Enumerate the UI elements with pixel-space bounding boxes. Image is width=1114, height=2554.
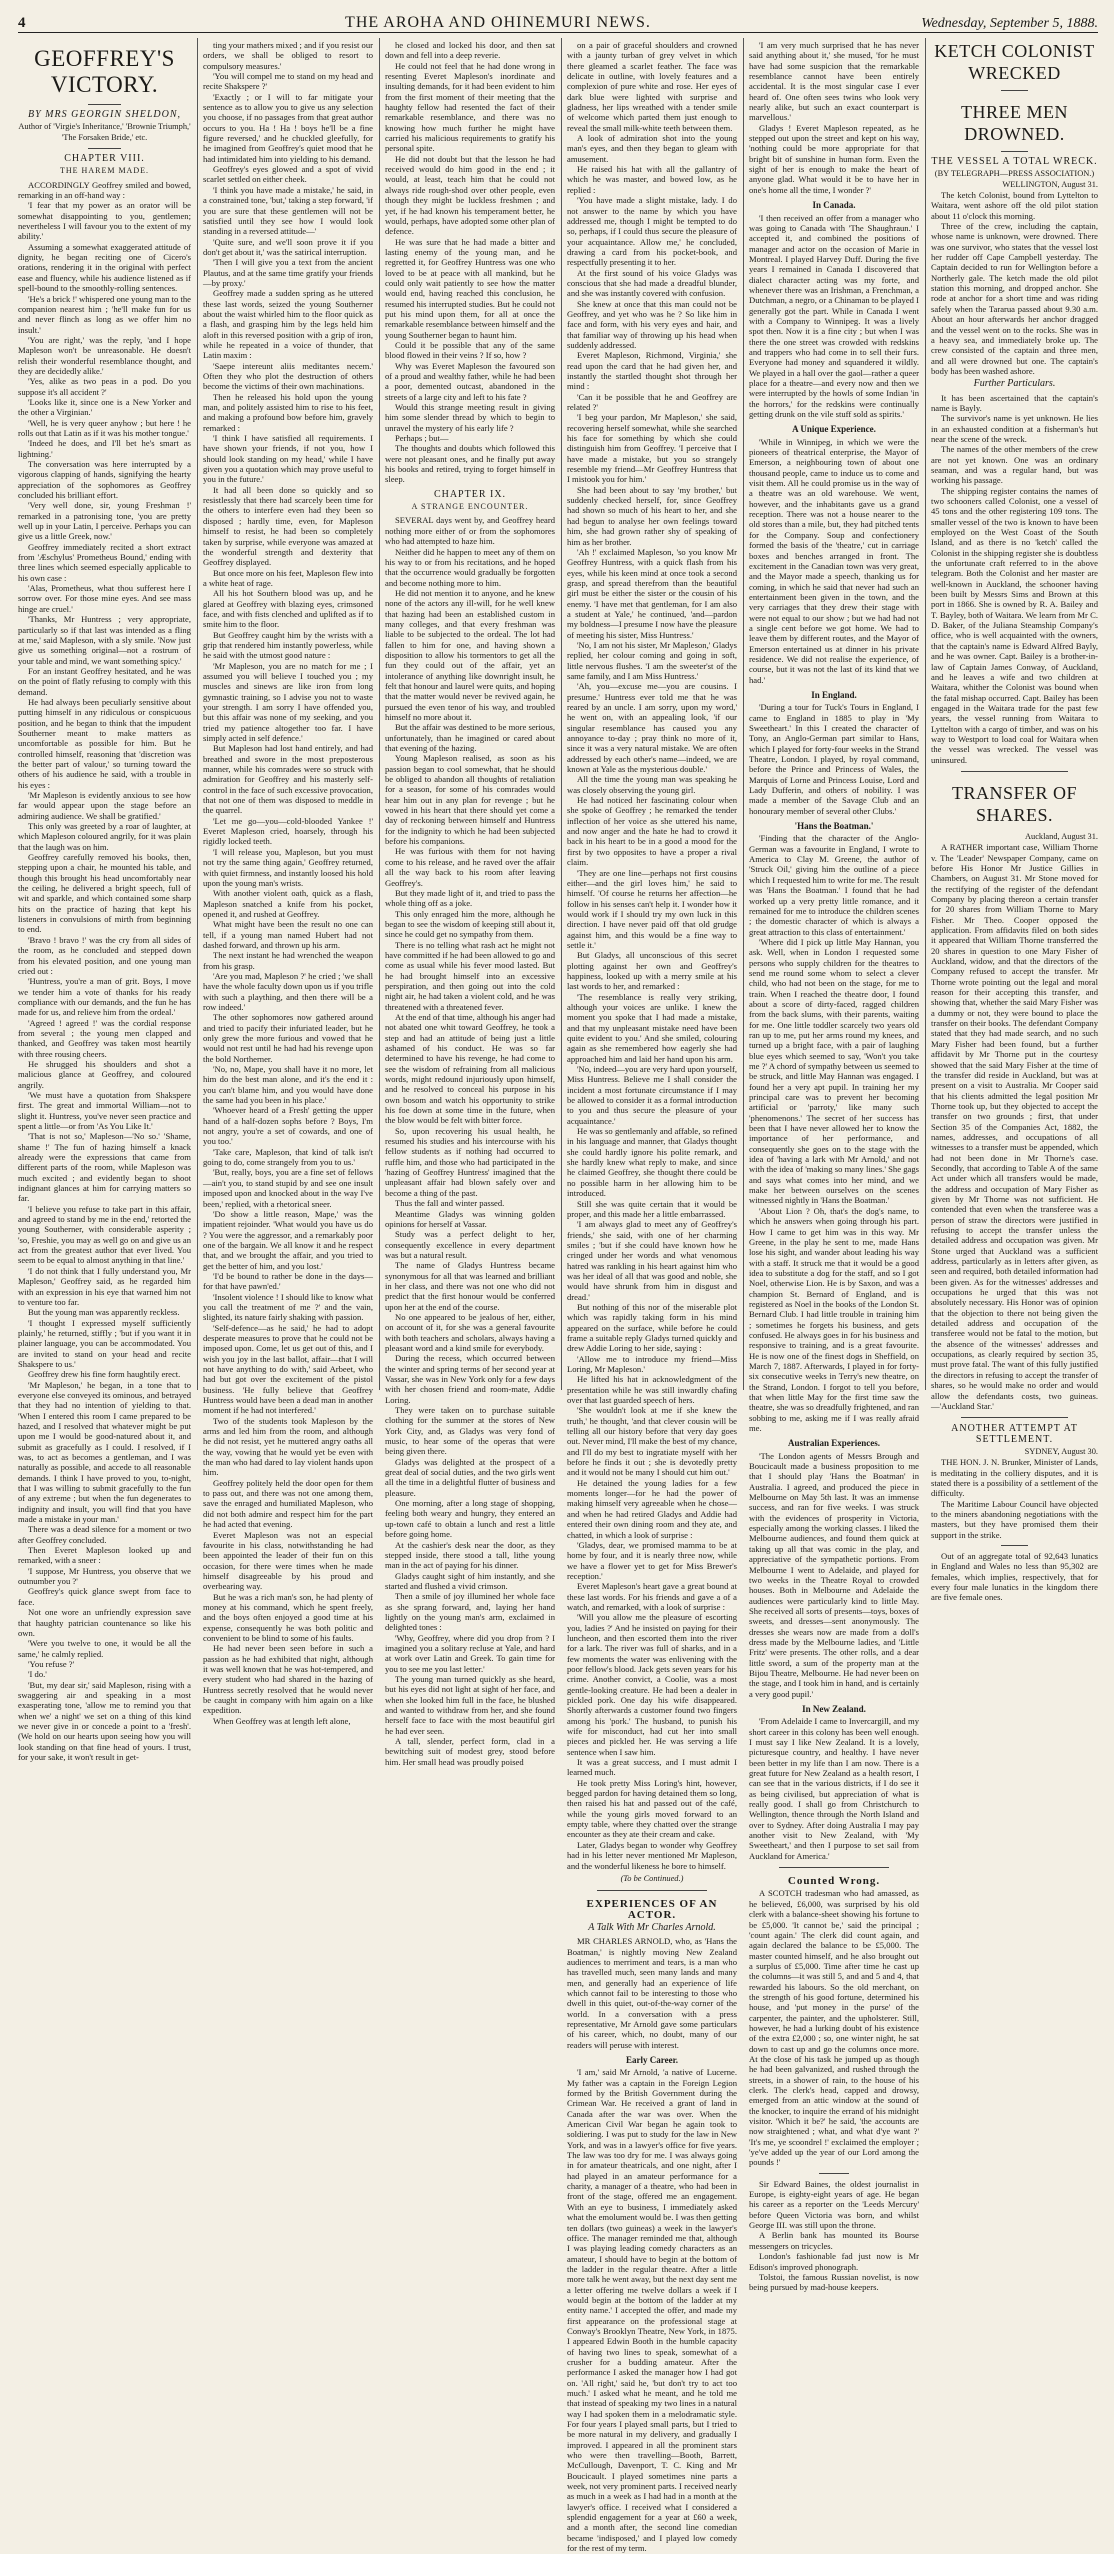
article-headline: TRANSFER OF SHARES.: [951, 782, 1078, 825]
paragraph: But the affair was destined to be more serious, unfortunately, than he imagined or cared about that evening of the hazing.: [385, 722, 555, 754]
paragraph: A tall, slender, perfect form, clad in a bewitching suit of modest grey, stood before him. Her small head was proudly poised: [385, 1736, 555, 1767]
paragraph: Then a smile of joy illumined her whole face as she sprang forward, and, laying her hand lightly on the young man's arm, exclaimed in delighted tones :: [385, 1591, 555, 1633]
paragraph: Everet Mapleson was not an especial favourite in his class, notwithstanding he had been appointed the leader of their fun on this occasion, for there were times when he made himself disagreeable by his proud and overbearing way.: [203, 1529, 373, 1592]
paragraph: MR CHARLES ARNOLD, who, as 'Hans the Boatman,' is nightly moving New Zealand audiences to merriment and tears, is a man who has travelled much, seen many lands and many men, and generally had an experience of life which cannot fail to be interesting to those who dwell in this quiet, out-of-the-way corner of the world. In a conversation with a press representative, Mr Arnold gave some particulars of his career, which, no doubt, many of our readers will peruse with interest.: [567, 1936, 737, 2050]
paragraph: 'I am always glad to meet any of Geoffrey's friends,' she said, with one of her charming smiles ; 'but if she could have known how he cringed under her words and what venomous hatred was rankling in his heart against him who was her ideal of all that was good and noble, she would have shrunk from him in disgust and dread.': [567, 1219, 737, 1302]
issue-date: Wednesday, September 5, 1888.: [921, 16, 1098, 31]
paragraph: With another violent oath, quick as a flash, Mapleson snatched a knife from his pocket, opened it, and rushed at Geoffrey.: [203, 888, 373, 919]
section-subhead: Further Particulars.: [973, 378, 1056, 390]
paragraph: 'I think you have made a mistake,' he said, in a constrained tone, 'but,' taking a step forward, 'if you are sure that these gentlemen will not be satisfied until they see how I would look standing in a reversed attitude—': [203, 184, 373, 237]
paragraph: Tolstoi, the famous Russian novelist, is now being pursued by mad-house keepers.: [749, 2271, 919, 2293]
paragraph: Meantime Gladys was winning golden opinions for herself at Vassar.: [385, 1208, 555, 1229]
paragraph: 'About Lion ? Oh, that's the dog's name, to which he answers when going through his part. How I came to get him was in this way. Mr Greene, in the play he sent to me, made Hans lose his sight, and wander about leading his way with a staff. It struck me that it would be a good idea to substitute a dog for the staff, and so I got Noel, otherwise Lion. He is by Saxon, and was a champion St. Bernard of England, and is registered as Noel in the books of the London St. Bernard Club. I had little trouble in training him ; sometimes he forgets his business, and gets confused. He always goes in for his business and responsive to training, and is a great favourite. He is now one of the finest dogs in Sheffield, on March 7, 1887. Afterwards, I played in for forty-six consecutive weeks in Terry's new theatre, on the Strand, London. I forgot to tell you before, that when little May for the first time saw the theatre, she was so dreadfully frightened, and ran sobbing to me, asking me if I was really afraid me.: [749, 1205, 919, 1434]
paragraph: 'We must have a quotation from Shakspere first. The great and immortal William—not to slight it. Huntress, you've never seen practice and spent a little—or from 'As You Like It.': [18, 1089, 191, 1131]
paragraph: 'Let me go—you—cold-blooded Yankee !' Everet Mapleson cried, hoarsely, through his rigidly locked teeth.: [203, 815, 373, 847]
paragraph: He raised his hat with all the gallantry of which he was master, and bowed low, as he replied :: [567, 164, 737, 195]
column-1: [18, 40, 191, 1762]
paragraph: 'Whoever heard of a Fresh' getting the upper hand of a half-dozen sophs before ? Boys, I'm not angry, you're a set of cowards, and one of you too.': [203, 1105, 373, 1147]
paragraph: But once more on his feet, Mapleson flew into a white heat of rage.: [203, 567, 373, 588]
paragraph: 'Looks like it, since one is a New Yorker and the other a Virginian.': [18, 396, 191, 418]
paragraph: But Mapleson had lost hand entirely, and had breathed and swore in the most preposterous manner, while his comrades were so struck with admiration for Geoffrey and his masterly self-control in the face of such excessive provocation, that not one of them was disposed to meddle in the quarrel.: [203, 743, 373, 816]
paragraph: Geoffrey carefully removed his books, then, stepping upon a chair, he mounted his table, and though this brought his head uncomfortably near the ceiling, he delivered a bright speech, full of wit and sparkle, and which contained some sharp hits on the practice of hazing that kept his listeners in convulsions of mirth from beginning to end.: [18, 852, 191, 935]
paragraph: He lifted his hat in acknowledgment of the presentation while he was still inwardly chafing over that last guarded speech of hers.: [567, 1374, 737, 1406]
paper-title: THE AROHA AND OHINEMURI NEWS.: [345, 14, 651, 31]
paragraph: 'Are you mad, Mapleson ?' he cried ; 'we shall have the whole faculty down upon us if you trifle with such a plaything, and then there will be a row indeed.': [203, 970, 373, 1012]
paragraph: ting your mathers mixed ; and if you resist our orders, we shall be obliged to resort to compulsory measures.': [203, 40, 373, 71]
article-headline: THREE MEN DROWNED.: [961, 102, 1068, 144]
paragraph: The conversation was here interrupted by a vigorous clapping of hands, signifying the hearty appreciation of the sophomores as Geoffrey concluded his brilliant effort.: [18, 459, 191, 501]
paragraph: on a pair of graceful shoulders and crowned with a jaunty turban of grey velvet in which there gleamed a scarlet feather. The face was delicate in outline, with lovely features and a complexion of pure white and rose. Her eyes of dark blue were lighted with surprise and gladness, her lips wreathed with a tender smile of welcome which parted them just enough to reveal the small milk-white teeth between them.: [567, 40, 737, 133]
paragraph: Geoffrey's eyes glowed and a spot of vivid scarlet settled on either cheek.: [203, 164, 373, 185]
paragraph: 'No, indeed—you are very hard upon yourself, Miss Huntress. Believe me I shall consider the incident a most fortunate circumstance if I may be allowed to consider it as a formal introduction to you and thus secure the pleasure of your acquaintance.': [567, 1064, 738, 1126]
column-4: [567, 40, 738, 2554]
section-subhead: Australian Experiences.: [788, 1438, 880, 1449]
column-6: [931, 40, 1098, 1603]
paragraph: 'Indeed he does, and I'll bet he's smart as lightning.': [18, 438, 191, 459]
paragraph: The ketch Colonist, bound from Lyttelton to Waitara, went ashore off the old pilot station about 11 o'clock this morning.: [931, 190, 1098, 221]
paragraph: 'Finding that the character of the Anglo-German was a favourite in England, I wrote to America to Clay M. Greene, the author of 'Struck Oil,' giving him the outline of a piece which I requested him to write for me. The result was 'Hans the Boatman.' I found that he had worked up a very pretty little romance, and it remained for me to introduce the children scenes ; the domestic character of which is always a great attraction to this class of entertainment.': [749, 833, 919, 937]
paragraph: One morning, after a long stage of shopping, feeling both weary and hungry, they entered an up-town café to obtain a lunch and rest a little before going home.: [385, 1498, 555, 1540]
paragraph: 'Very well done, sir, young Freshman !' remarked in a patronising tone, 'you are pretty well up in your Latin, I perceive. Perhaps you can give us a little Greek, now.': [18, 500, 191, 542]
paragraph: It was a great success, and I must admit I learned much.: [567, 1757, 737, 1778]
paragraph: He shrugged his shoulders and shot a malicious glance at Geoffrey, and coloured angrily.: [18, 1058, 191, 1090]
article-body: [567, 2067, 737, 2553]
article-body: [749, 833, 919, 1433]
paragraph: 'From Adelaide I came to Invercargill, and my short career in this colony has been well enough. I must say I like New Zealand. It is a lovely, picturesque country, and healthy. I have never been better in my life than I am now. There is a great future for New Zealand as a health resort, I can see that in the various districts, if I do see it as being civilised, but appreciation of what is really good. I shall go from Christchurch to Wellington, thence through the North Island and over to Sydney. After doing Australia I may pay another visit to New Zealand, with 'My Sweetheart,' and then I purpose to set sail from Auckland for America.': [749, 1716, 919, 1861]
paragraph: 'Mr Mapleson,' he began, in a tone that to everyone else conveyed its ominous, and betrayed that they had no intention of yielding to that. 'When I entered this room I came prepared to be hazed, and I resolved that whatever might be put upon me I would be good-natured about it, and submit as gracefully as I could. I resolved, if I was, to act as becomes a gentleman, and I was naturally as possible, and accede to all reasonable demands. I think I have proved to you, to-night, that I was willing to submit gracefully to the fun of any extreme ; but when the fun degenerates to indignity and insult, you will find that you have made a mistake in your man.': [18, 1379, 191, 1525]
paragraph: A Berlin bank has mounted its Bourse messengers on tricycles.: [749, 2230, 919, 2251]
section-subhead: 'Hans the Boatman.': [794, 821, 874, 832]
paragraph: During the recess, which occurred between the winter and spring terms of her second year at Vassar, she was in New York only for a few days with her chosen friend and room-mate, Addie Loring.: [385, 1353, 555, 1405]
paragraph: The shipping register contains the names of two schooners called Colonist, one a vessel of 45 tons and the other registering 109 tons. The smaller vessel of the two is known to have been employed on the West Coast of the South Island, and as there is no 'ketch' called the Colonist in the shipping register she is doubtless the unfortunate craft referred to in the above telegram. Both the Colonist and her master are well-known in Auckland, the schooner having been built by Messrs Sims and Brown at this port in 1866. She is owned by R. A. Bailey and T. Bayley, both of Waitara. We learn from Mr C. D. Baker, of the Juliana Steamship Company's office, who is well acquainted with the owners, that the captain's name is Edward Alfred Bayly, and he was owner. Capt. Bailey is a brother-in-law of Captain James Conway, of Auckland, and he leaves a wife and two children at Waitara, whither the Colonist was bound when the fatal mishap occurred. Capt. Bailey has been engaged in the Waitara trade for the past few years, the vessel running from Waitara to Lyttelton with a cargo of timber, and was on his way to Westport to load coal for Waitara when the vessel was wrecked. The vessel was uninsured.: [931, 485, 1098, 765]
paragraph: 'She wouldn't look at me if she knew the truth,' he thought, 'and that clever cousin will be telling all our history before that very day goes out. Never mind, I'll make the best of my chance, and I'll do my best to ingratiate myself with her before he finds it out ; she is devotedly pretty and it would not be many I should cut him out.': [567, 1405, 737, 1478]
paragraph: 'They are one line—perhaps not first cousins either—and the girl loves him,' he said to himself. 'Of course he returns her affection—he follow in his senses can't help it. I wonder how it would work if I should try my own luck in this direction. I have never paid off that old grudge against him, and this would be a fine way to settle it.': [567, 867, 737, 950]
paragraph: The other sophomores now gathered around and tried to pacify their infuriated leader, but he only grew the more furious and vowed that he would not rest until he had had his revenge upon the bold Northerner.: [203, 1012, 373, 1064]
section-subhead: In England.: [811, 689, 857, 700]
paragraph: A look of admiration shot into the young man's eyes, and then they began to gleam with amusement.: [567, 133, 737, 164]
paragraph: Assuming a somewhat exaggerated attitude of dignity, he began reciting one of Cicero's orations, rendering it in the original with perfect ease and fluency, while his audience listened as if spell-bound to the smoothly-rolling sentences.: [18, 241, 191, 294]
article-body: [749, 213, 919, 420]
paragraph: Two of the students took Mapleson by the arms and led him from the room, and although he did not resist, yet he muttered angry oaths all the way, vowing that he would yet be even with the man who had dared to lay violent hands upon him.: [203, 1415, 373, 1478]
article-headline: EXPERIENCES OF AN ACTOR.: [586, 1898, 718, 1921]
divider: [819, 2173, 849, 2174]
story-title: GEOFFREY'S VICTORY.: [34, 46, 175, 97]
paragraph: 'Bravo ! bravo !' was the cry from all sides of the room, as he concluded and stepped down from his elevated position, and one young man cried out :: [18, 934, 191, 976]
paragraph: 'Allow me to introduce my friend—Miss Loring, Mr Mapleson.': [567, 1353, 737, 1374]
divider: [1001, 151, 1028, 152]
paragraph: The name of Gladys Huntress became synonymous for all that was learned and brilliant in her class, and there was not one who did not predict that the first honour would be conferred upon her at the end of the course.: [385, 1260, 555, 1312]
story-body: [18, 180, 191, 1763]
paragraph: The thoughts and doubts which followed this were not pleasant ones, and he finally put away his books and retired, trying to forget himself in sleep.: [385, 443, 555, 485]
paragraph: What might have been the result no one can tell, if a young man named Hubert had not dashed forward, and thrown up his arm.: [203, 919, 373, 950]
dateline: Auckland, August 31.: [1024, 831, 1098, 841]
paragraph: 'I am,' said Mr Arnold, 'a native of Lucerne. My father was a captain in the Foreign Legion formed by the British Government during the Crimean War. He received a grant of land in Canada after the war was over. When the American Civil War began he again took to soldiering. I was put to study for the law in New York, and was in a lawyer's office for five years. The law was too dry for me. I was always going in for amateur theatricals, and one night, after I had played in an amateur performance for a charity, a manager of a theatre, who had been in front of the stage, offered me an engagement. With an eye to business, I immediately asked what the emolument would be. I was then getting ten dollars (two guineas) a week in the lawyer's office. The manager reminded me that, although I was playing leading comedy characters as an amateur, I should have to begin at the bottom of the ladder in the regular theatre. After a little more talk he went away, but the next day sent me a letter offering me twelve dollars a week if I would begin at the bottom of the ladder at my entity name.' I accepted the offer, and made my first appearance on the professional stage at Conway's Brooklyn Theatre, New York, in 1875. I appeared Edwin Booth in the humble capacity of having two lines to speak, somewhat of a crusher for a budding amateur. After the performance I asked the manager how I had got on. 'All right,' said he, 'but don't try to act too much.' I asked what he meant, and he told me that instead of speaking my two lines in a natural way I had spoken them in a melodramatic style. For four years I played small parts, but I tried to be more natural in my delivery, and gradually I improved. I appeared in all the prominent stars who were then travelling—Booth, Barrett, McCullough, Davenport, T. C. King and Mr Boucicault. I played sometimes nine parts a week, not very prominent parts. I received nearly as much in a week as I had had in a month at the lawyer's office. I received what I considered a splendid engagement for a year at £60 a week, and a month after, the second line comedian became 'indisposed,' and I played low comedy for the rest of my term.: [567, 2067, 737, 2554]
paragraph: 'No, I am not his sister, Mr Mapleson,' Gladys replied, her colour coming and going in soft, little nervous flushes. 'I am the sweeter'st of the same family, and I am Miss Huntress.': [567, 639, 737, 681]
paragraph: But nothing of this nor of the miserable plot which was rapidly taking form in his mind appeared on the surface, while before he could frame a suitable reply Gladys turned quickly and drew Addie Loring to her side, saying :: [567, 1301, 737, 1354]
divider: [779, 1867, 889, 1868]
paragraph: 'I beg your pardon, Mr Mapleson,' she said, recovering herself somewhat, while she searched his face for something by which she could distinguish him from Geoffrey. 'I perceive that I have made a mistake, but you so strangely resemble my friend—Mr Geoffrey Huntress that I mistook you for him.': [567, 412, 737, 485]
article-body: [931, 842, 1098, 1411]
article-body: [749, 1888, 919, 2167]
chapter-heading: CHAPTER IX.: [433, 488, 507, 500]
paragraph: He had never been seen before in such a passion as he had exhibited that night, although it was well known that he was hot-tempered, and every student who had shared in the hazing of Huntress secretly resolved that he would never be caught in company with him again on a like expedition.: [203, 1643, 373, 1716]
paragraph: Perhaps ; but—: [395, 433, 449, 444]
paragraph: 'While in Winnipeg, in which we were the pioneers of theatrical enterprise, the Mayor of Emerson, a neighbouring town of about one thousand people, came to induce us to come and visit them. All he could promise us in the way of a theatre was an old warehouse. We went, however, and the inhabitants gave us a grand reception. There was not a house nearer to the old stores than a mile, but, they had pitched tents for the Company. Soup and confectionery formed the basis of the 'theatre,' cut in carriage boxes and benches arranged in front. The excitement in the Canadian town was very great, and the Mayor made a speech, thanking us for coming, in which he said that never had such an entertainment been given in the town, and the very carriages that they drew their stage with were not equal to our show ; but we had had not a single cent before we got home. We had to leave them by different routes, and the Mayor of Emerson entertained us at dinner in his private residence. We did not realise the experience, of course, but it was not the last of its kind that we had.': [749, 436, 919, 685]
paragraph: 'I suppose, Mr Huntress, you observe that we outnumber you ?': [18, 1565, 191, 1587]
paragraph: 'I think I have satisfied all requirements. I have shown your friends, if not you, how I should look standing on my head,' while I have given you a quotation which may prove useful to you in the future.': [203, 433, 373, 485]
story-body: [385, 515, 555, 1767]
paragraph: 'You will compel me to stand on my head and recite Shakspere ?': [203, 71, 373, 92]
paragraph: But Gladys, all unconscious of this secret plotting against her own and Geoffrey's happiness, looked up with a merry smile at his last words to her, and remarked :: [567, 950, 737, 992]
article-body: [749, 1451, 919, 1699]
paragraph: 'I do.': [28, 1669, 47, 1680]
paragraph: 'Yes, alike as two peas in a pod. Do you suppose it's all accident ?': [18, 376, 191, 397]
paragraph: There is no telling what rash act he might not have committed if he had been allowed to go and come as usual while his fever mood lasted. But he had brought himself into an excessive perspiration, and then going out into the cold night air, he had taken a violent cold, and he was threatened with a threatened fever.: [385, 939, 555, 1012]
paragraph: 'Ah !' exclaimed Mapleson, 'so you know Mr Geoffrey Huntress, with a quick flash from his eyes, while his keen mind at once took a second grasp, and spread therefrom than the beautiful girl must be either the sister or the cousin of his enemy. 'I have met that gentleman, for I am also a student at Yale,' he continued, 'and—pardon my boldness—I presume I now have the pleasure of meeting his sister, Miss Huntress.': [567, 546, 737, 640]
article-body: [749, 1716, 919, 1861]
masthead: [18, 10, 1098, 33]
article-body: [749, 437, 919, 685]
paragraph: Thus the fall and winter passed.: [395, 1198, 505, 1209]
article-headline: Counted Wrong.: [787, 1875, 881, 1888]
paragraph: He had always been peculiarly sensitive about putting himself in any ridiculous or conspicuous position, and he began to think that the impudent Southerner meant to make matters as uncomfortable as possible for him. But he controlled himself, reasoning that 'discretion was the better part of valour,' so turning toward the others of his audience he said, with a trouble in his eyes :: [18, 696, 191, 790]
paragraph: 'But, really, boys, you are a fine set of fellows—ain't you, to stand stupid by and see one insult imposed upon and knocked about in the way I've been,' replied, with a rhetorical sneer.: [203, 1167, 373, 1209]
paragraph: 'The resemblance is really very striking, although your voices are unlike. I knew the moment you spoke that I had made a mistake, and that my unpleasant mistake need have been quite evident to you.' And she smiled, colouring again as she remembered how eagerly she had approached him and laid her hand upon his arm.: [567, 991, 737, 1064]
divider: [961, 1417, 1068, 1418]
paragraph: Out of an aggregate total of 92,643 lunatics in England and Wales no less than 95,302 are females, which implies, respectively, that for every four male lunatics in the kingdom there are five female ones.: [931, 1550, 1098, 1603]
paragraph: Why was Everet Mapleson the favoured son of a proud and wealthy father, while he had been a poor, demented outcast, abandoned in the streets of a large city and left to his fate ?: [385, 360, 555, 402]
story-body: [567, 40, 737, 1871]
divider: [1001, 1545, 1028, 1546]
column-rule: [197, 38, 198, 1390]
column-2: [203, 40, 373, 1726]
story-body: [749, 40, 919, 195]
paragraph: 'Mr Mapleson is evidently anxious to see how far would appear upon the stage before an admiring audience. We shall be gratified.': [18, 790, 191, 821]
paragraph: Study was a perfect delight to her, consequently excellence in every department was but a natural result.: [385, 1229, 555, 1260]
column-5: [749, 40, 919, 2293]
paragraph: 'The London agents of Messrs Brough and Boucicault made a business proposition to me that I should play 'Hans the Boatman' in Australia. I agreed, and produced the piece in Melbourne on May 5th last. It was an immense success, and ran for five weeks. I was struck with the evidences of prosperity in Victoria, especially among the working classes. I liked the Melbourne audiences, and found them quick at taking up all that was comic in the play, and appreciative of the sympathetic portions. From Melbourne I went to Adelaide, and played for two weeks in the Theatre Royal to crowded houses. Both in Melbourne and Adelaide the audiences were particularly kind to little May. She received all sorts of presents—toys, boxes of sweets, and dresses—sent anonymously. The dresses she wears now are made from a doll's dress made by the Melbourne ladies, and 'Little Fritz' were presents. The other rolls, and a dear little sword, a sum of the property man at the Bijou Theatre, Melbourne. He had never been on the stage, and I took him in hand, and is certainly a very good pupil.': [749, 1450, 919, 1699]
paragraph: 'Mr Mapleson, you are no match for me ; I assumed you will believe I touched you ; my muscles and sinews are like iron from long gymnastic training, so I advise you not to waste your strength. I am sorry I have offended you, but this affair was none of my seeking, and you tried my patience altogether too far. I have simply acted in self defence.': [203, 660, 373, 744]
paragraph: ACCORDINGLY Geoffrey smiled and bowed, remarking in an off-hand way :: [18, 179, 191, 201]
article-body: [931, 1551, 1098, 1603]
article-subheadline: THE VESSEL A TOTAL WRECK.: [931, 156, 1098, 167]
paragraph: 'I'd be bound to rather be done in the days—for that have pawn'ed.': [203, 1270, 373, 1292]
paragraph: A SCOTCH tradesman who had amassed, as he believed, £6,000, was surprised by his old clerk with a balance-sheet showing his fortune to be £5,000. 'It cannot be,' said the principal ; 'count again.' The clerk did count again, and again declared the balance to be £5,000. The master counted himself, and he also brought out a surplus of £5,000. Time after time he cast up the columns—it was still 5, and and 5 and 4, that rewarded his labours. So the old merchant, on the strength of his good fortune, determined his house, and 'put money in the purse' of the carpenter, the painter, and the upholsterer. Still, however, he had a lurking doubt of his existence of the extra £2,000 ; so, one winter night, he sat down to cast up and go the columns once more. At the close of his task he jumped up as though he had been galvanized, and rushed through the streets, in a shower of rain, to the house of his clerk. The clerk's head, capped and drowsy, emerged from an attic window at the sound of the knocker, to inquire the errand of his midnight visitor. 'Which it be?' he said, 'the accounts are now straightened ; what, and what d'ye want ?' 'It's me, ye scoondrel !' exclaimed the employer ; 'ye've added up the year of our Lord among the pounds !': [749, 1888, 919, 2168]
dateline: WELLINGTON, August 31.: [1002, 179, 1098, 189]
story-body: [203, 40, 373, 1726]
paragraph: 'But, my dear sir,' said Mapleson, rising with a swaggering air and speaking in a most exasperating tone, 'allow me to remind you that when we' a night' we set on a thing of this kind we never give in or concede a point to a 'fresh'. (We hold on our hearts upon seeing how you will look standing on that fine head of yours. I trust, for your sake, it won't result in get-: [18, 1679, 191, 1762]
paragraph: The survivor's name is yet unknown. He lies in an exhausted condition at a fisherman's hut near the scene of the wreck.: [931, 413, 1098, 444]
paragraph: 'You have made a slight mistake, lady. I do not answer to the name by which you have addressed me, though I might be tempted to do so, perhaps, if I could thus secure the pleasure of your acquaintance. Allow me,' he concluded, drawing a card from his pocket-book, and respectfully presenting it to her.: [567, 195, 737, 268]
paragraph: The young man turned quickly as she heard, but his eyes did not light at sight of her face, and when she looked him full in the face, he blushed and wanted to withdraw from her, and she found herself face to face with the most beautiful girl he had ever seen.: [385, 1673, 555, 1736]
column-rule: [379, 38, 380, 1390]
paragraph: When Geoffrey was at length left alone,: [213, 1715, 351, 1726]
paragraph: 'During a tour for Tuck's Tours in England, I came to England in 1885 to play in 'My Sweetheart.' In this I created the character of Tony, an Anglo-German part similar to Hans, which I played for forty-four weeks in the Strand Theatre, London. I played, by royal command, before the Prince and Princess of Wales, the Marquis of Lorne and Princess Louise, Lord and Lady Dufferin, and others of nobility. I was made a member of the Savage Club and an honourary member of several other Clubs.': [749, 702, 919, 816]
paragraph: He did not mention it to anyone, and he knew none of the actors any ill-will, for he well knew that hazing had been an established custom in many colleges, and that every freshman was liable to be subjected to the ordeal. The lot had fallen to him for one, and having shown a disposition to allow his tormentors to get all the fun they could out of the affair, yet an intolerance of anything like downright insult, he felt that honour and laurel were quits, and hoping that the matter would never be revived again, he pursued the even tenor of his way, and troubled himself no more about it.: [385, 587, 555, 722]
paragraph: Young Mapleson realised, as soon as his passion began to cool somewhat, that he should be obliged to abandon all thoughts of retaliation for a season, for some of his comrades would hear him out in any plan for revenge ; but he vowed in his heart that there should yet come a day of reckoning between himself and Huntress for the indignity to which he had been subjected before his companions.: [385, 753, 555, 847]
paragraph: 'Well, he is very queer anyhow ; but here ! he rolls out that Latin as if it was his mother tongue.': [18, 417, 191, 438]
paragraph: 'Agreed ! agreed !' was the cordial response from several ; the young men clapped and thanked, and Geoffrey was taken most heartily with three rousing cheers.: [18, 1017, 191, 1059]
dateline: SYDNEY, August 30.: [1024, 1446, 1098, 1456]
paragraph: She knew at once that this man could not be Geoffrey, and yet who was he ? So like him in face and form, with his very eyes and hair, and that familiar way of throwing up his head when suddenly addressed.: [567, 298, 737, 350]
paragraph: Sir Edward Baines, the oldest journalist in Europe, is eighty-eight years of age. He began his career as a reporter on the 'Leeds Mercury' before Queen Victoria was born, and whilst George III. was still upon the throne.: [749, 2178, 919, 2231]
article-headline: ANOTHER ATTEMPT AT SETTLEMENT.: [951, 1423, 1078, 1445]
article-subheadline: A Talk With Mr Charles Arnold.: [588, 1921, 716, 1933]
column-rule: [561, 38, 562, 1390]
paragraph: 'Gladys, dear, we promised mamma to be at home by four, and it is nearly three now, while we have a flower yet to get for Miss Brewer's reception.': [567, 1539, 737, 1581]
author-line: Author of 'Virgie's Inheritance,' 'Brownie Triumph,' 'The Forsaken Bride,' etc.: [18, 122, 191, 142]
paragraph: This only enraged him the more, although he began to see the wisdom of keeping still about it, since he could get no sympathy from them.: [385, 908, 555, 940]
article-body: [931, 1457, 1098, 1540]
paragraph: She had been about to say 'my brother,' but suddenly checked herself, for, since Geoffrey had shown so much of his heart to her, and she had begun to analyse her own feelings toward him, she had grown rather shy of speaking of him as her brother.: [567, 484, 737, 547]
paragraph: He took pretty Miss Loring's hint, however, begged pardon for having detained them so long, then raised his hat and passed out of the café, while the young girls moved forward to an empty table, where they chatted over the strange encounter as they ate their cream and cake.: [567, 1777, 737, 1840]
paragraph: Could it be possible that any of the same blood flowed in their veins ? If so, how ?: [385, 339, 555, 361]
paragraph: For an instant Geoffrey hesitated, and he was on the point of flatly refusing to comply with this demand.: [18, 665, 191, 697]
paragraph: 'I will release you, Mapleson, but you must not try the same thing again,' Geoffrey returned, with quiet firmness, and instantly loosed his hold upon the young man's wrists.: [203, 846, 373, 888]
paragraph: 'I am very much surprised that he has never said anything about it,' she mused, 'for he must have had some suspicion that the remarkable resemblance cannot have been entirely accidental. It is the most singular case I ever heard of. One often sees twins who look very nearly alike, but such an exact counterpart is marvellous.': [749, 40, 919, 123]
paragraph: At the cashier's desk near the door, as they stepped inside, there stood a tall, lithe young man in the act of paying for his dinner.: [385, 1539, 555, 1571]
paragraph: 'Take care, Mapleson, that kind of talk isn't going to do, come strangely from you to us.': [203, 1146, 373, 1168]
paragraph: 'Ah, you—excuse me—you are cousins. I presume.' Huntress ever told me that he was reared by an uncle. I am sorry, upon my word,' he went on, with an appealing look, 'if our singular resemblance has caused you any annoyance to-day ; pray think no more of it, since it was a very natural mistake. We are often addressed by each other's name—indeed, we are known at Yale as the mysterious double.': [567, 681, 737, 775]
paragraph: There was a dead silence for a moment or two after Geoffrey concluded.: [18, 1524, 191, 1545]
paragraph: 'Can it be possible that he and Geoffrey are related ?': [567, 391, 737, 413]
byline: BY MRS GEORGIN SHELDON,: [28, 109, 181, 120]
paragraph: They were taken on to purchase suitable clothing for the summer at the stores of New York City, and, as Gladys was very fond of music, to hear some of the operas that were being given there.: [385, 1405, 555, 1457]
paragraph: But Geoffrey caught him by the wrists with a grip that rendered him instantly powerless, while he said with the utmost good nature :: [203, 629, 373, 661]
paragraph: Geoffrey made a sudden spring as he uttered these last words, seized the young Southerner about the waist whirled him to the floor quick as a flash, and grasping him by the legs held him aloft in this reversed position with a grip of iron, while he repeated in a voice of thunder, that Latin maxim :: [203, 288, 373, 361]
paragraph: 'I thought I expressed myself sufficiently plainly,' he returned, stiffly ; 'but if you want it in plainer language, you can be accommodated. You are invited to stand on your head and recite Shakspere to us.': [18, 1317, 191, 1369]
paragraph: 'Self-defence—as he said,' he had to adopt desperate measures to prove that he could not be imposed upon. Come, let us get out of this, and I wish you joy in the last ballot, affair—that I will not have anything to do with,' said Arbeet, who had but got over the excitement of the pistol business. 'He fully believe that Geoffrey Huntress would have been a dead man in another moment if he had not interfered.': [203, 1322, 373, 1416]
paragraph: He was sure that he had made a bitter and lasting enemy of the young man, and he regretted it, for Geoffrey Huntress was one who loved to be at peace with all mankind, but he could only wait patiently to see how the matter would end, having reached this conclusion, he resumed his interrupted studies. But he could not put his mind upon them, for all at once the remarkable resemblance between himself and the young Southerner began to haunt him.: [385, 236, 555, 340]
paragraph: 'I fear that my power as an orator will be somewhat disappointing to you, gentlemen; nevertheless I will favour you to the extent of my ability.': [18, 200, 191, 242]
paragraph: 'I then received an offer from a manager who was going to Canada with 'The Shaughraun.' I accepted it, and combined the positions of manager and actor on the occasion of Marie in Montreal. I played Harvey Duff. During the five years I remained in Canada I discovered that dialect character acting was my forte, and whenever there was an Irishman, a Frenchman, a Dutchman, a negro, or a Chinaman to be played I generally got the part. While in Canada I went with a Company to Winnipeg. It was a lively spot then. Now it is a fine city ; but when I was there the one street was crowded with redskins and trappers who had come in to sell their furs. Everyone had money and squandered it wildly. We played in a hall over the gaol—rather a queer place for a theatre—and every now and then we were interrupted by the howls of some Indian 'in the horrors,' for the redskins were continually getting drunk on the vile stuff sold as spirits.': [749, 212, 919, 420]
story-body: [385, 40, 555, 485]
column-3: [385, 40, 555, 1767]
paragraph: 'Were you twelve to one, it would be all the same,' he calmly replied.: [18, 1638, 191, 1659]
paragraph: The Maritime Labour Council have objected to the miners abandoning negotiations with the masters, but they have promised them their support in the strike.: [931, 1498, 1098, 1540]
paragraph: Would this strange meeting result in giving him some slender thread by which to begin to unravel the mystery of his early life ?: [385, 402, 555, 433]
paragraph: At the end of that time, although his anger had not abated one whit toward Geoffrey, he took a step and had an attitude of being just a little ashamed of his conduct. He was so far determined to have his revenge, he had come to see the wisdom of refraining from all malicious words, might redound injuriously upon himself, and he resolved to conceal his purpose in his own bosom and watch his opportunity to strike his foe down at some time in the future, when the blow would be felt with bitter force.: [385, 1011, 555, 1126]
paragraph: It had all been done so quickly and so resistlessly that there had scarcely been time for the others to interfere even had they been so disposed ; hardly time, even, for Mapleson himself to resist, he had been so completely taken by surprise, while everyone was amazed at the wonderful strength and dexterity that Geoffrey displayed.: [203, 484, 373, 568]
paragraph: He could not feel that he had done wrong in resenting Everet Mapleson's inordinate and insulting demands, for it had been evident to him from the first moment of their meeting that the haughty fellow had resented the fact of their remarkable resemblance, and there was no knowing how much further he might have carried his malicious requirements to gratify his personal spite.: [385, 60, 555, 154]
paragraph: he closed and locked his door, and then sat down and fell into a deep reverie.: [385, 40, 555, 61]
chapter-subtitle: THE HAREM MADE.: [60, 166, 149, 176]
divider: [961, 771, 1068, 772]
paragraph: He did not doubt but that the lesson he had received would do him good in the end ; it would, at least, teach him that he could not always ride rough-shod over other people, even though they might be luckless freshmen ; and yet, if he had known his temperament better, he would, perhaps, have adopted some other plan of defence.: [385, 153, 555, 237]
paragraph: It has been ascertained that the captain's name is Bayly.: [931, 392, 1098, 413]
paragraph: The next instant he had wrenched the weapon from his grasp.: [203, 950, 373, 971]
article-body: [567, 1936, 737, 2050]
paragraph: But they made light of it, and tried to pass the whole thing off as a joke.: [385, 887, 555, 909]
paragraph: Geoffrey's quick glance swept from face to face.: [18, 1586, 191, 1607]
paragraph: Then he released his hold upon the young man, and politely assisted him to rise to his feet, and making a profound bow before him, gravely remarked :: [203, 391, 373, 433]
section-subhead: Early Career.: [626, 2055, 678, 2065]
paragraph: 'You refuse ?': [28, 1658, 75, 1669]
chapter-subtitle: A STRANGE ENCOUNTER.: [411, 502, 529, 512]
paragraph: Everet Mapleson, Richmond, Virginia,' she read upon the card that he had given her, and instantly the startled thought shot through her mind :: [567, 350, 737, 392]
article-body: [931, 190, 1098, 376]
paragraph: 'Thanks, Mr Huntress ; very appropriate, particularly so if that last was intended as a fling at me,' said Mapleson, with a sly smile. 'Now just give us something original—not a rostrum of your table and mind, we want something spicy.': [18, 614, 191, 666]
paragraph: At the first sound of his voice Gladys was conscious that she had made a dreadful blunder, and she was instantly covered with confusion.: [567, 267, 737, 299]
paragraph: Then Everet Mapleson looked up and remarked, with a sneer :: [18, 1545, 191, 1566]
paragraph: All the time the young man was speaking he was closely observing the young girl.: [567, 774, 737, 795]
divider: [88, 148, 121, 149]
paragraph: This only was greeted by a roar of laughter, at which Mapleson coloured angrily, for it was plain that the laugh was on him.: [18, 821, 191, 852]
paragraph: 'Huntress, you're a man of grit. Boys, I move we tender him a vote of thanks for his ready compliance with our demands, and the fun he has made for us, and relieve him from the ordeal.': [18, 976, 191, 1018]
paragraph: 'You are right,' was the reply, 'and I hope Mapleson won't be unreasonable. He doesn't relish their wonderful resemblance thought, and they are decidedly alike.': [18, 334, 191, 376]
paragraph: Gladys caught sight of him instantly, and she started and flushed a vivid crimson.: [385, 1570, 555, 1591]
paragraph: London's fashionable fad just now is Mr Edison's improved phonograph.: [749, 2251, 919, 2272]
paragraph: 'Insolent violence ! I should like to know what you call the treatment of me ?' and the vain, slighted, its nature fairly shaking with passion.: [203, 1291, 373, 1323]
paragraph: Geoffrey drew his fine form haughtily erect.: [28, 1369, 181, 1380]
paragraph: He detained the young ladies for a few moments longer—for he had the power of making himself very agreeable when he chose—and when he had retired Gladys and Addie had entered their own dining room and they ate, and chatted, in which a look of surprise :: [567, 1477, 737, 1540]
paragraph: Gladys was delighted at the prospect of a great deal of social duties, and the two girls went all the time in a delightful flutter of business and pleasure.: [385, 1456, 555, 1498]
divider: [88, 104, 121, 105]
article-body: [931, 393, 1098, 765]
paragraph: Geoffrey immediately recited a short extract from 'Æschylus' Prometheus Bound,' ending with three lines which seemed especially applicable to his own case :: [18, 541, 191, 583]
agency-credit: (BY TELEGRAPH—PRESS ASSOCIATION.): [934, 169, 1095, 179]
paragraph: So, upon recovering his usual health, he resumed his studies and his intercourse with his fellow students as if nothing had occurred to ruffle him, and those who had participated in the 'hazing of Geoffrey Huntress' imagined that the unpleasant affair had blown safely over and become a thing of the past.: [385, 1125, 555, 1198]
paragraph: He was so gentlemanly and affable, so refined in his language and manner, that Gladys thought she could hardly ignore his polite remark, and she hardly knew what reply to make, and since he claimed Geoffrey, she thought there could be no possible harm in her allowing him to be introduced.: [567, 1126, 737, 1199]
paragraph: SEVERAL days went by, and Geoffrey heard nothing more either of or from the sophomores who had attempted to haze him.: [385, 515, 555, 547]
divider: [1001, 90, 1028, 91]
paragraph: He had noticed her fascinating colour when she spoke of Geoffrey ; he remarked the tender inflection of her voice as she uttered his name, and now anger and the hate he had to crowd it back in his heart to be in a good a mood for the first by two opposites to have a proper a rival claim.: [567, 795, 737, 868]
paragraph: The names of the other members of the crew are not yet known. One was an ordinary seaman, and was a regular hand, but was working his passage.: [931, 444, 1098, 486]
paragraph: Still she was quite certain that it would be proper, and this made her a little embarrassed.: [567, 1198, 737, 1219]
paragraph: But he was a rich man's son, he had plenty of money at his command, which he spent freely, and the boys often enjoyed a good time at his expense, consequently he was both politic and convenient to be blind to some of his faults.: [203, 1591, 373, 1643]
paragraph: 'Why, Geoffrey, where did you drop from ? I imagined you a solitary recluse at Yale, and hard at work over Latin and Greek. To gain time for you to see me you last letter.': [385, 1632, 555, 1674]
paragraph: 'No, no, Mape, you shall have it no more, let him do the best man alone, and it's the end it : you can't blame him, and you would have done the same had you been in his place.': [203, 1064, 373, 1106]
paragraph: Not one wore an unfriendly expression save that haughty patrician countenance so like his own.: [18, 1607, 191, 1638]
paragraph: He was furious with them for not having come to his release, and he raved over the affair all the way back to his room after leaving Geoffrey's.: [385, 846, 555, 888]
paragraph: 'Where did I pick up little May Hannan, you ask. Well, when in London I requested some persons who supply children for the theatres to send me round some whom to select a clever child, who had not been on the stage, for me to train. When I reached the theatre door, I found about a score of dirty-faced, ragged children from the back slums, with their parents, waiting for me. One little toddler scarcely two years old ran up to me, put her arms round my knees, and turned up a bright face, with a pair of laughing blue eyes which seemed to say, 'Won't you take me ?' A chord of sympathy between us seemed to be struck, and little May Hannan was engaged. I found her a very apt pupil. In training her my principal care was to prevent her becoming artificial or 'parroty,' like many such 'phenomenons.' The secret of her success has been that I have never allowed her to know the importance of her performance, and consequently she goes on to the stage with the idea of 'having a lark with Mr Arnold,' and not with the idea of 'making so many lines.' She gags and says what comes into her mind, and we make her between ourselves on the scenes witnessed nightly in 'Hans the Boatman.': [749, 936, 919, 1206]
paragraph: 'Alas, Prometheus, what thou sufferest here I sorrow over. For those mine eyes. And see mass hinge are cruel.': [18, 583, 191, 614]
paragraph: Everet Mapleson's heart gave a great bound at these last words. For his friends and gave a of a watch, and remarked, with a look of surprise :: [567, 1581, 737, 1612]
paragraph: All his hot Southern blood was up, and he glared at Geoffrey with blazing eyes, crimsoned face, and with fists clenched and uplifted as if to smite him to the floor.: [203, 588, 373, 630]
paragraph: A RATHER important case, William Thorne v. The 'Leader' Newspaper Company, came on before His Honor Mr Justice Gillies in Chambers, on August 31. Mr Stone moved for the rectifying of the register of the defendant Company by placing thereon a certain transfer for 20 shares from William Thorne to Mary Fisher. Mr Theo. Cooper opposed the application. From affidavits filed on both sides it appeared that William Thorne transferred the 20 shares in question to one Mary Fisher of Auckland, widow, and that the directors of the Company refused to accept the transfer. Mr Thorne wrote pointing out the legal and moral reason for their accepting this transfer, and showing that, whether the said Mary Fisher was a dummy or not, they were bound to place the transfer on their books. The defendant Company stated that they had made search, and no such Mary Fisher had been found, but a further affidavit by Mr Thorne put in the courtesy showed that the said Mary Fisher at the time of the transfer did reside in Auckland, but was at present on a visit to Australia. Mr Cooper said that his clients admitted the legal position Mr Thorne took up, but they objected to accept the transfer on two grounds ; first, that under Section 35 of the Companies Act, 1882, the names, addresses, and occupations of all witnesses to a transfer must be appended, which had not been done in Mr Thorne's case. Secondly, that according to Table A of the same Act under which all transfers would be made, the address and occupation of Mary Fisher as given by Mr Thorne was not sufficient. He contended that even when the transferee was a person of straw the directors were justified in refusing to accept the transfer unless the detailed address and occupation was given. Mr Stone urged that Auckland was a sufficient address, particularly as in letters after given, as seen and required, both detailed information had been given. As for the witnesses' addresses and occupations he urged that this was not absolutely necessary. His Honor was of opinion that the objection to there not being given the detailed address and occupation of the transferee would not be fatal to the motion, but the absence of the witnesses' addresses and occupations, as clearly required by section 35, must prove fatal. The want of this fully justified the directors in refusing to accept the transfer of shares, so he would make no order and would allow the defendants costs, two guineas.—'Auckland Star.': [931, 842, 1098, 1411]
paragraph: 'Saepe intereunt aliis meditantes necem.' Often they who plot the destruction of others become the victims of their own machinations.: [203, 360, 373, 392]
paragraph: THE HON. J. N. Brunker, Minister of Lands, is meditating in the colliery disputes, and it is stated there is a possibility of a settlement of the difficulty.: [931, 1457, 1098, 1499]
section-subhead: In Canada.: [812, 200, 856, 211]
paragraph: 'He's a brick !' whispered one young man to the companion nearest him ; 'he'll make fun for us and never flinch as long as we offer him no insult.': [18, 293, 191, 335]
column-rule: [743, 38, 744, 1390]
continued-note: (To be Continued.): [620, 1873, 684, 1883]
paragraph: 'Quite sure, and we'll soon prove it if you don't get about it,' was the satirical interruption.: [203, 236, 373, 257]
paragraph: Neither did he happen to meet any of them on his way to or from his recitations, and he hoped that the occurrence would gradually be forgotten and become nothing more to him.: [385, 546, 555, 588]
paragraph: 'Exactly ; or I will to far mitigate your sentence as to allow you to give us any selection you choose, if no passages from that great author occurs to you. Ha ! Ha ! boys he'll be a fine figure reversed,' and he chuckled gleefully, for he imagined from Geoffrey's quiet mood that he had intimidated him into yielding to his demand.: [203, 91, 373, 164]
paragraph: 'I believe you refuse to take part in this affair, and agreed to stand by me in the end,' retorted the young Southerner, with considerable asperity ; 'so, Freshie, you may as well go on and give us an act from the greatest author that ever lived. You seem to be equal to almost anything in that line.': [18, 1203, 191, 1266]
paragraph: Three of the crew, including the captain, whose name is unknown, were drowned. There was one survivor, who states that the vessel lost her rudder off Cape Campbell yesterday. The Captain decided to run for Wellington before a Northerly gale. The ketch made the old pilot station this morning, and dropped anchor. She rode at anchor for a short time and was riding safely when the Tararua passed about 9.30 a.m. About an hour afterwards her anchor dragged and the vessel went on to the rocks. She was in a heavy sea, and immediately broke up. The crew consisted of the captain and three men, and all were drowned but one. The captain's body has been washed ashore.: [931, 221, 1098, 376]
paragraph: 'That is not so,' Mapleson—'No so.' 'Shame, shame !' The fun of hazing himself a knack already were the expressions that came from different parts of the room, while Mapleson was much excited ; and evidently began to shoot indignant glances at him for carrying matters so far.: [18, 1131, 191, 1204]
paragraph: 'Then I will give you a text from the ancient Plautus, and at the same time gratify your friends—by proxy.': [203, 257, 373, 288]
paragraph: But the young man was apparently reckless.: [28, 1307, 180, 1318]
paragraph: Geoffrey politely held the door open for them to pass out, and there was not one among them, save the enraged and humiliated Mapleson, who did not both admire and respect him for the part he had acted that evening.: [203, 1477, 373, 1530]
article-body: [749, 702, 919, 816]
paragraph: 'Will you allow me the pleasure of escorting you, ladies ?' And he insisted on paying for their luncheon, and then escorted them into the river for a lark. The river was full of sharks, and in a few moments the water was enlivening with the poor fellow's blood. Jack gets seven years for his crime. Another convict, a Coolie, was a most gentle-looking creature. He had been a dealer in pickled pork. One day his wife disappeared. Shortly afterwards a customer found two fingers among his 'pork.' The husband, to punish his wife for misconduct, had cut her into small pieces and pickled her. He was serving a life sentence when I saw him.: [567, 1612, 737, 1757]
article-headline: KETCH COLONIST WRECKED: [934, 41, 1095, 83]
paragraph: No one appeared to be jealous of her, either, on account of it, for she was a general favourite with both teachers and scholars, always having a pleasant word and a kind smile for everybody.: [385, 1311, 555, 1353]
section-subhead: A Unique Experience.: [792, 424, 876, 435]
paragraph: 'Do show a little reason, Mape,' was the impatient rejoinder. 'What would you have us do ? You were the aggressor, and a remarkably poor one of the bargain. We all know it and he respect that, and we brought the affair, and you tried to get the better of him, and you lost.': [203, 1208, 373, 1271]
divider: [597, 1890, 707, 1891]
page-number: 4: [18, 15, 26, 31]
paragraph: 'I do not think that I fully understand you, Mr Mapleson,' Geoffrey said, as he regarded him with an expression in his eye that warned him not to venture too far.: [18, 1265, 191, 1307]
paragraph: Later, Gladys began to wonder why Geoffrey had in his letter never mentioned Mr Mapleson, and the wonderful likeness he bore to himself.: [567, 1839, 737, 1871]
chapter-heading: CHAPTER VIII.: [64, 153, 145, 165]
section-subhead: In New Zealand.: [802, 1703, 866, 1714]
paragraph: Gladys ! Everet Mapleson repeated, as he stepped out upon the street and kept on his way, 'nothing could be more appropriate for that bright bit of sunshine in human form. Even the sight of her is enough to make the heart of anyone glad. What would it be to have her in one's home all the time, I wonder ?': [749, 122, 919, 195]
column-rule: [925, 38, 926, 1390]
news-briefs: [749, 2179, 919, 2293]
